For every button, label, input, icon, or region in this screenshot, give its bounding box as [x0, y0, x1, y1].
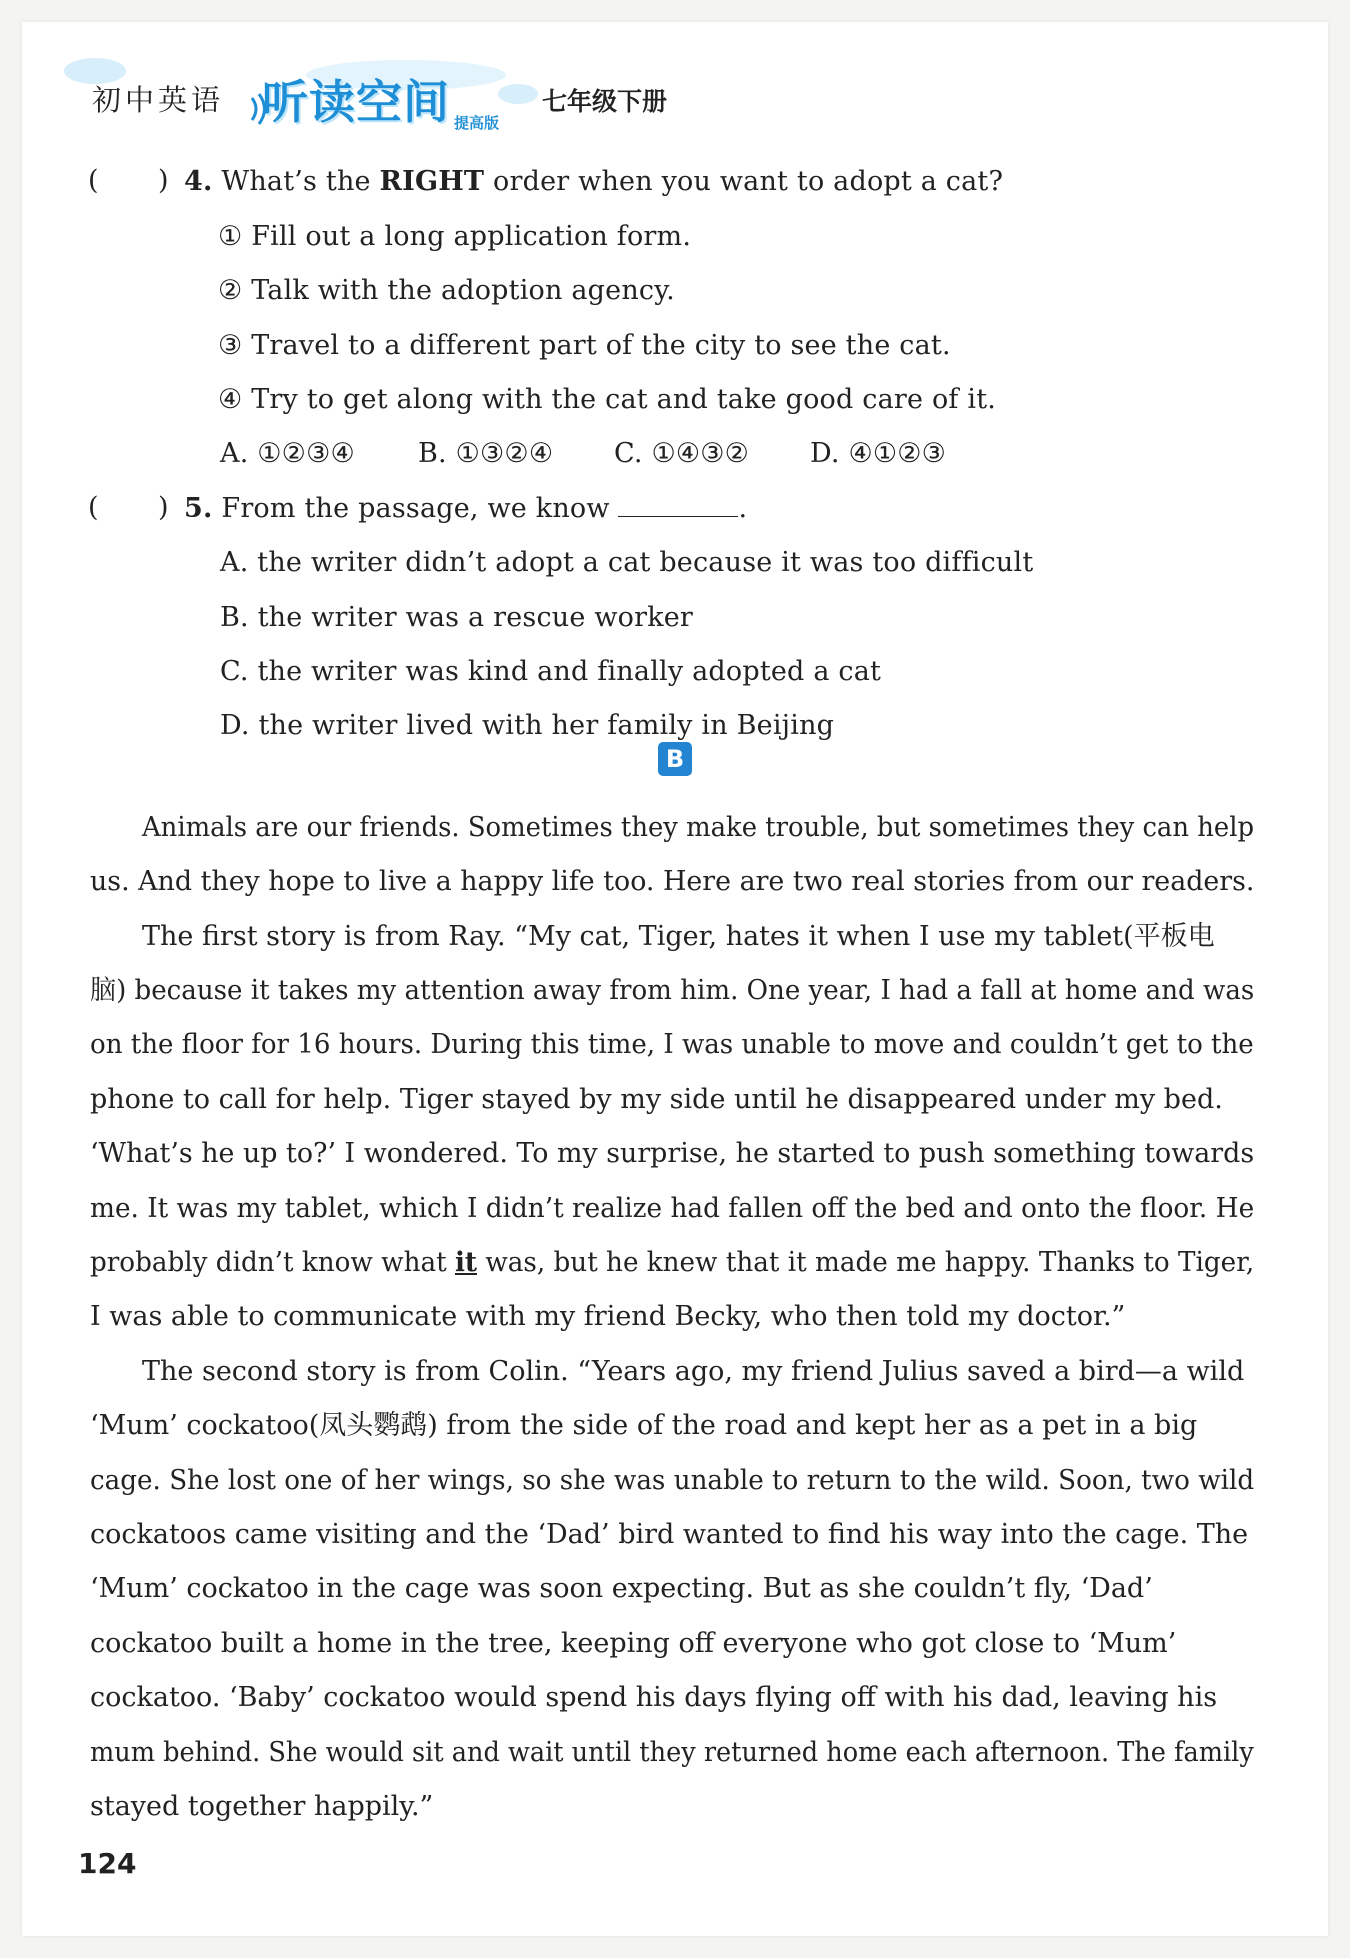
passage-line: ‘What’s he up to?’ I wondered. To my surprise, he started to push something towards: [90, 1138, 1255, 1170]
passage-line: ‘Mum’ cockatoo in the cage was soon expecting. But as she couldn’t fly, ‘Dad’: [90, 1573, 1153, 1605]
passage-line: cockatoos came visiting and the ‘Dad’ bird wanted to find his way into the cage. The: [90, 1519, 1249, 1551]
stem-text: From the passage, we know: [221, 492, 619, 524]
passage-line: stayed together happily.”: [90, 1791, 434, 1823]
question-stem: [184, 165, 1003, 199]
book-header: [70, 52, 770, 132]
section-badge: B: [658, 742, 692, 776]
step-item: ③ Travel to a different part of the city to see the cat.: [218, 329, 951, 361]
edition-label: 提高版: [454, 114, 500, 132]
passage-line: me. It was my tablet, which I didn’t realize had fallen off the bed and onto the floor. He: [90, 1192, 1255, 1224]
step-item: ④ Try to get along with the cat and take good care of it.: [218, 384, 997, 416]
passage-line: us. And they hope to live a happy life too. Here are two real stories from our readers.: [90, 866, 1255, 898]
option-a: A. the writer didn’t adopt a cat because it was too difficult: [220, 547, 1034, 579]
grade-label: 七年级下册: [542, 87, 668, 116]
question-number: 4.: [184, 166, 213, 198]
passage-line: Animals are our friends. Sometimes they make trouble, but sometimes they can help: [142, 811, 1255, 843]
answer-bracket-open: (: [88, 165, 99, 197]
option-d: D. ④①②③: [810, 438, 947, 470]
option-c: C. the writer was kind and finally adopted a cat: [220, 656, 882, 688]
passage-text: probably didn’t know what: [90, 1247, 455, 1279]
passage-line: 脑) because it takes my attention away from him. One year, I had a fall at home and was: [90, 975, 1255, 1007]
passage-line: [90, 1246, 1254, 1280]
passage-line: ‘Mum’ cockatoo(凤头鹦鹉) from the side of the road and kept her as a pet in a big: [90, 1410, 1198, 1442]
option-c: C. ①④③②: [614, 438, 750, 470]
answer-blank[interactable]: [618, 494, 738, 517]
answer-bracket-close: ): [158, 491, 169, 523]
brand-title: 听读空间: [262, 75, 450, 129]
stem-text: What’s the: [221, 166, 380, 198]
option-b: B. ①③②④: [418, 438, 554, 470]
option-a: A. ①②③④: [220, 438, 355, 470]
passage-line: on the floor for 16 hours. During this time, I was unable to move and couldn’t get to the: [90, 1029, 1254, 1061]
question-number: 5.: [184, 492, 213, 524]
passage-line: cockatoo built a home in the tree, keeping off everyone who got close to ‘Mum’: [90, 1627, 1177, 1659]
option-d: D. the writer lived with her family in Beijing: [220, 710, 835, 742]
passage-line: The second story is from Colin. “Years ago, my friend Julius saved a bird—a wild: [142, 1355, 1245, 1387]
question-stem: [184, 492, 747, 526]
passage-line: phone to call for help. Tiger stayed by my side until he disappeared under my bed.: [90, 1083, 1223, 1115]
stem-emphasis: RIGHT: [379, 166, 485, 198]
answer-bracket-close: ): [158, 165, 169, 197]
answer-bracket-open: (: [88, 491, 99, 523]
stem-text: order when you want to adopt a cat?: [484, 166, 1004, 198]
stem-text: .: [738, 492, 748, 524]
passage-line: cockatoo. ‘Baby’ cockatoo would spend his days flying off with his dad, leaving his: [90, 1682, 1218, 1714]
passage-line: cage. She lost one of her wings, so she was unable to return to the wild. Soon, two wild: [90, 1464, 1255, 1496]
series-title: 初中英语: [92, 83, 225, 117]
passage-line: mum behind. She would sit and wait until they returned home each afternoon. The family: [90, 1736, 1254, 1768]
step-item: ② Talk with the adoption agency.: [218, 275, 675, 307]
passage-line: The first story is from Ray. “My cat, Tiger, hates it when I use my tablet(平板电: [142, 920, 1215, 952]
page: [22, 22, 1328, 1936]
step-item: ① Fill out a long application form.: [218, 220, 692, 252]
header-bubble-decoration: [498, 84, 538, 104]
underlined-word: it: [454, 1247, 478, 1279]
passage-line: I was able to communicate with my friend Becky, who then told my doctor.”: [90, 1301, 1126, 1333]
option-b: B. the writer was a rescue worker: [220, 601, 694, 633]
passage-text: was, but he knew that it made me happy. Thanks to Tiger,: [477, 1247, 1255, 1279]
page-number: 124: [78, 1846, 137, 1880]
